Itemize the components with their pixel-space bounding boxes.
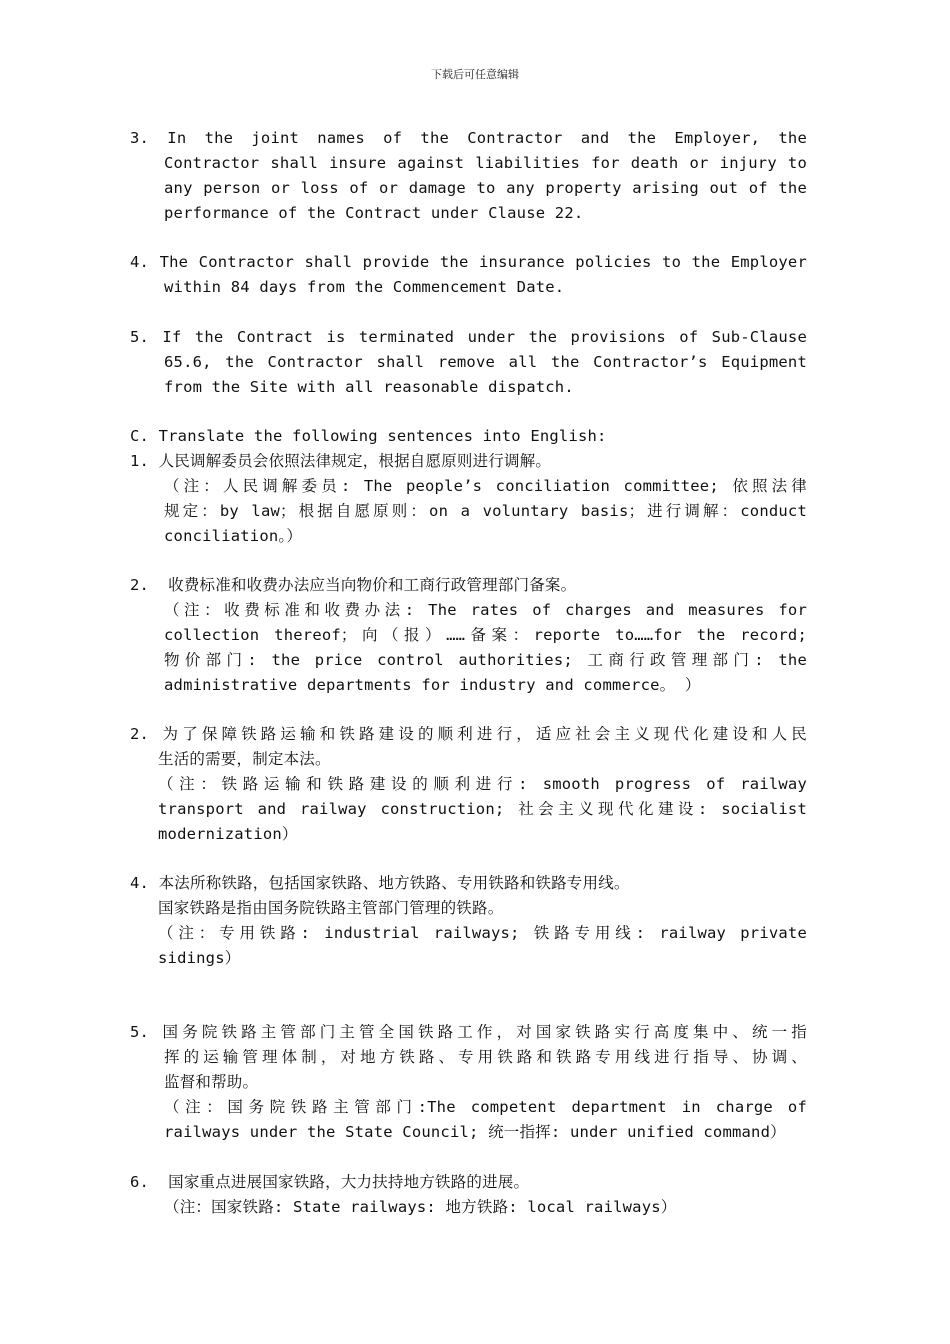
text-line: 规定：by law；根据自愿原则：on a voluntary basis；进行调解：conduct [164,502,807,520]
text-line: 5. If the Contract is terminated under the provisions of Sub-Clause [130,328,807,346]
text-line: administrative departments for industry and commerce。 ） [164,676,701,694]
text-line: 5. 国务院铁路主管部门主管全国铁路工作，对国家铁路实行高度集中、统一指 [130,1023,807,1041]
text-line: 2. 收费标准和收费办法应当向物价和工商行政管理部门备案。 [130,576,577,594]
text-line: railways under the State Council; 统一指挥: under unified command） [164,1123,786,1141]
text-line: 6. 国家重点进展国家铁路，大力扶持地方铁路的进展。 [130,1173,530,1191]
text-line: conciliation。） [164,527,303,545]
text-line: from the Site with all reasonable dispatch. [164,378,574,396]
text-line: 3. In the joint names of the Contractor and the Employer, the [130,129,807,147]
text-line: collection thereof；向（报）……备案：reporte to……for the record; [164,626,807,644]
paragraph-4 [130,424,807,549]
text-line: （注：国家铁路: State railways: 地方铁路: local railways） [164,1198,677,1216]
text-line: modernization） [158,825,298,843]
text-line: 2. 为了保障铁路运输和铁路建设的顺利进行，适应社会主义现代化建设和人民 [130,725,807,743]
text-line: （注：国务院铁路主管部门:The competent department in charge of [164,1098,807,1116]
text-line: 挥的运输管理体制，对地方铁路、专用铁路和铁路专用线进行指导、协调、 [164,1048,807,1066]
paragraph-6 [130,722,807,847]
text-line: C. Translate the following sentences into English: [130,427,607,445]
text-line: （注：专用铁路: industrial railways; 铁路专用线: railway private [158,924,807,942]
text-line: 物价部门: the price control authorities; 工商行政管理部门: the [164,651,807,669]
text-line: Contractor shall insure against liabilities for death or injury to [164,154,807,172]
paragraph-2 [130,250,807,300]
text-line: 4. The Contractor shall provide the insurance policies to the Employer [130,253,807,271]
text-line: （注：收费标准和收费办法: The rates of charges and measures for [164,601,807,619]
text-line: （注：铁路运输和铁路建设的顺利进行: smooth progress of railway [158,775,807,793]
paragraph-9 [130,1170,807,1220]
text-line: 生活的需要，制定本法。 [158,750,331,768]
paragraph-7 [130,871,807,971]
text-line: 国家铁路是指由国务院铁路主管部门管理的铁路。 [158,899,504,917]
text-line: transport and railway construction; 社会主义现代化建设: socialist [158,800,807,818]
text-line: 1. 人民调解委员会依照法律规定，根据自愿原则进行调解。 [130,452,552,470]
text-line: 65.6, the Contractor shall remove all the Contractor’s Equipment [164,353,807,371]
paragraph-5 [130,573,807,698]
paragraph-3 [130,325,807,400]
text-line: any person or loss of or damage to any property arising out of the [164,179,807,197]
paragraph-1 [130,126,807,226]
paragraph-8 [130,1020,807,1145]
text-line: 监督和帮助。 [164,1073,259,1091]
text-line: sidings） [158,949,241,967]
text-line: （注：人民调解委员: The people’s conciliation committee; 依照法律 [164,477,807,495]
text-line: performance of the Contract under Clause 22. [164,204,584,222]
page-header: 下载后可任意编辑 [431,68,519,81]
text-line: within 84 days from the Commencement Date. [164,278,565,296]
text-line: 4. 本法所称铁路，包括国家铁路、地方铁路、专用铁路和铁路专用线。 [130,874,630,892]
